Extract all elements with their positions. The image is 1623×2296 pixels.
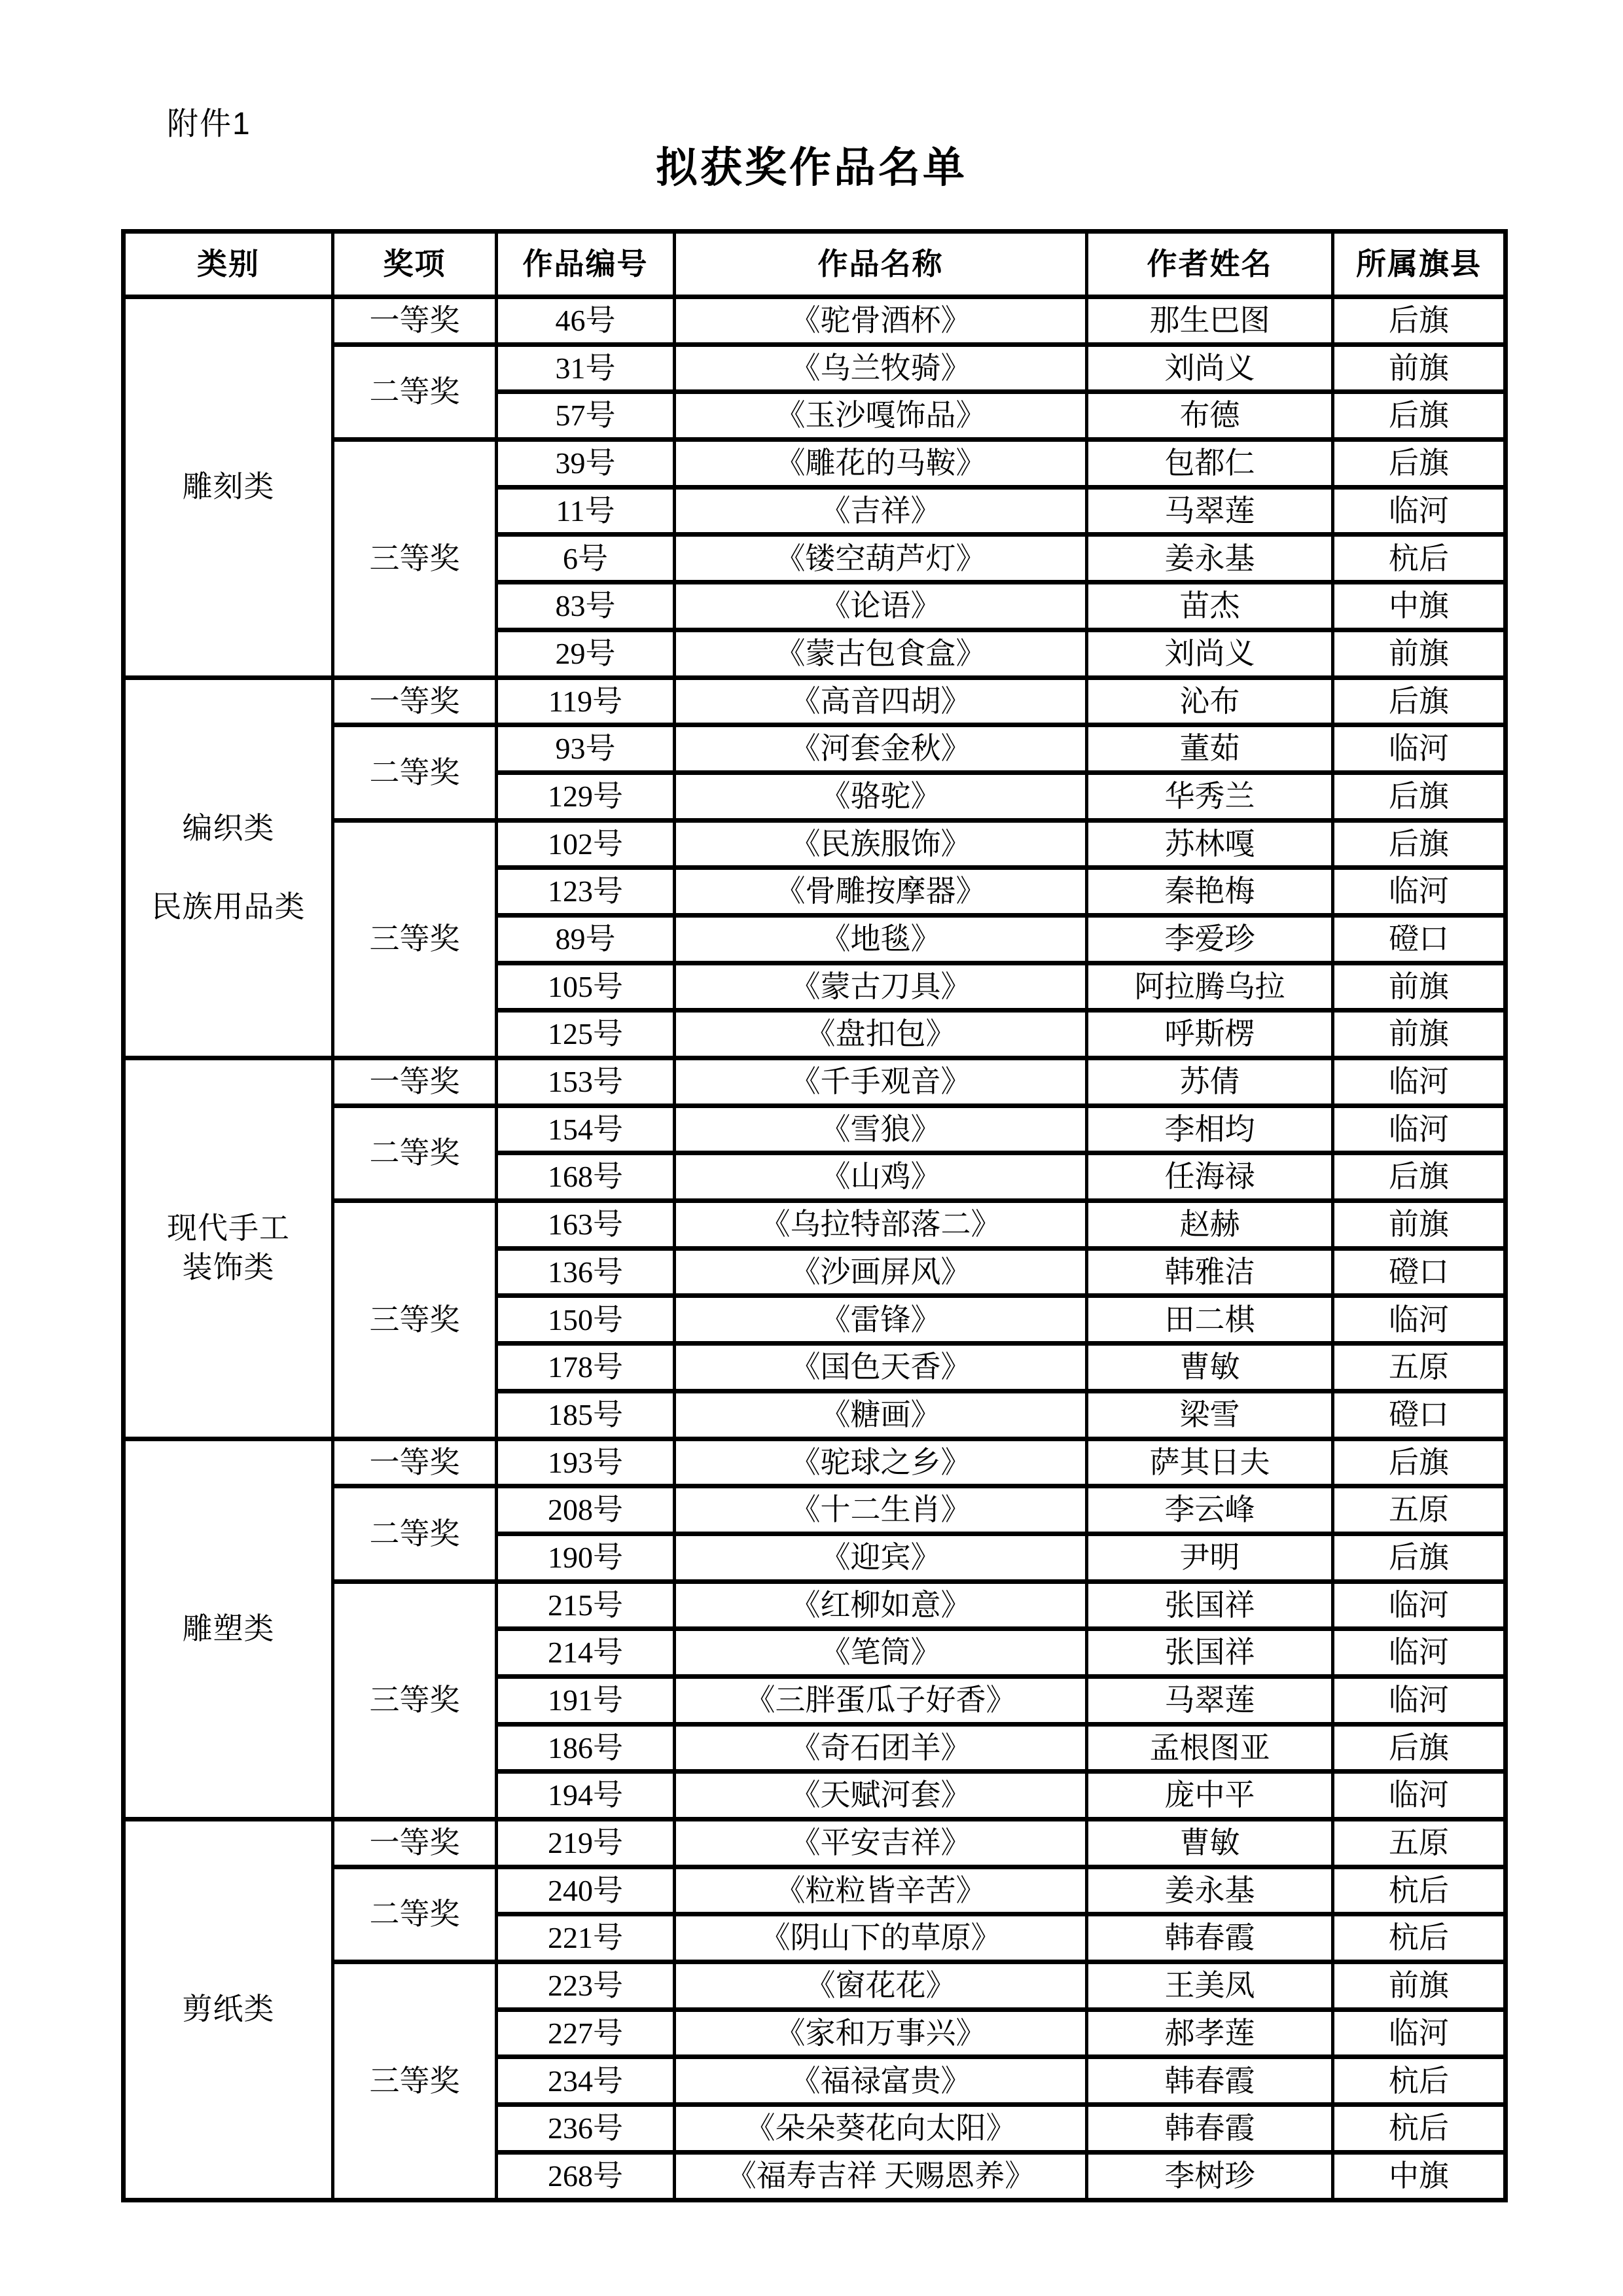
category-cell [124, 1820, 333, 2200]
county-cell: 临河 [1333, 1676, 1506, 1724]
work-number-cell: 240号 [497, 1867, 675, 1914]
work-title-cell: 《河套金秋》 [675, 725, 1087, 773]
author-cell: 孟根图亚 [1087, 1724, 1333, 1772]
author-cell: 李爱珍 [1087, 915, 1333, 963]
work-number-cell: 136号 [497, 1248, 675, 1296]
county-cell: 临河 [1333, 1772, 1506, 1820]
county-cell: 临河 [1333, 725, 1506, 773]
work-title-cell: 《吉祥》 [675, 487, 1087, 535]
category-line: 剪纸类 [182, 1992, 275, 2026]
author-cell: 韩春霞 [1087, 2057, 1333, 2105]
county-cell: 磴口 [1333, 1391, 1506, 1439]
work-title-cell: 《三胖蛋瓜子好香》 [675, 1676, 1087, 1724]
award-cell: 一等奖 [333, 677, 497, 725]
work-title-cell: 《山鸡》 [675, 1153, 1087, 1201]
category-cell [124, 1058, 333, 1439]
county-cell: 前旗 [1333, 344, 1506, 392]
author-cell: 任海禄 [1087, 1153, 1333, 1201]
work-number-cell: 234号 [497, 2057, 675, 2105]
work-number-cell: 129号 [497, 772, 675, 820]
county-cell: 杭后 [1333, 2057, 1506, 2105]
county-cell: 前旗 [1333, 1011, 1506, 1058]
work-number-cell: 31号 [497, 344, 675, 392]
work-title-cell: 《高音四胡》 [675, 677, 1087, 725]
county-cell: 杭后 [1333, 1867, 1506, 1914]
author-cell: 刘尚义 [1087, 344, 1333, 392]
work-title-cell: 《家和万事兴》 [675, 2009, 1087, 2057]
award-cell: 二等奖 [333, 1486, 497, 1581]
col-header-work-title: 作品名称 [675, 232, 1087, 297]
county-cell: 后旗 [1333, 820, 1506, 868]
work-number-cell: 102号 [497, 820, 675, 868]
author-cell: 张国祥 [1087, 1629, 1333, 1677]
author-cell: 田二棋 [1087, 1296, 1333, 1344]
author-cell: 姜永基 [1087, 535, 1333, 583]
county-cell: 前旗 [1333, 963, 1506, 1011]
county-cell: 临河 [1333, 1629, 1506, 1677]
work-number-cell: 150号 [497, 1296, 675, 1344]
author-cell: 包都仁 [1087, 440, 1333, 488]
author-cell: 赵赫 [1087, 1201, 1333, 1249]
county-cell: 前旗 [1333, 630, 1506, 677]
work-title-cell: 《平安吉祥》 [675, 1820, 1087, 1867]
work-number-cell: 89号 [497, 915, 675, 963]
work-title-cell: 《糖画》 [675, 1391, 1087, 1439]
work-number-cell: 268号 [497, 2152, 675, 2200]
header-row [124, 232, 1506, 297]
work-title-cell: 《窗花花》 [675, 1962, 1087, 2010]
work-number-cell: 83号 [497, 583, 675, 630]
work-title-cell: 《沙画屏风》 [675, 1248, 1087, 1296]
county-cell: 前旗 [1333, 1201, 1506, 1249]
work-number-cell: 93号 [497, 725, 675, 773]
awards-table [121, 229, 1508, 2202]
author-cell: 姜永基 [1087, 1867, 1333, 1914]
award-cell: 一等奖 [333, 297, 497, 345]
author-cell: 韩春霞 [1087, 1914, 1333, 1962]
award-cell: 二等奖 [333, 344, 497, 439]
county-cell: 后旗 [1333, 677, 1506, 725]
author-cell: 曹敏 [1087, 1344, 1333, 1391]
work-number-cell: 153号 [497, 1058, 675, 1106]
author-cell: 张国祥 [1087, 1581, 1333, 1629]
category-line: 雕刻类 [182, 470, 275, 504]
work-title-cell: 《粒粒皆辛苦》 [675, 1867, 1087, 1914]
county-cell: 临河 [1333, 1105, 1506, 1153]
county-cell: 中旗 [1333, 583, 1506, 630]
category-line: 现代手工 [167, 1211, 290, 1246]
work-title-cell: 《民族服饰》 [675, 820, 1087, 868]
author-cell: 王美凤 [1087, 1962, 1333, 2010]
author-cell: 苏林嘎 [1087, 820, 1333, 868]
work-number-cell: 154号 [497, 1105, 675, 1153]
work-title-cell: 《阴山下的草原》 [675, 1914, 1087, 1962]
category-line [126, 848, 331, 888]
author-cell: 李树珍 [1087, 2152, 1333, 2200]
work-title-cell: 《朵朵葵花向太阳》 [675, 2105, 1087, 2153]
work-number-cell: 185号 [497, 1391, 675, 1439]
work-title-cell: 《蒙古包食盒》 [675, 630, 1087, 677]
county-cell: 临河 [1333, 1058, 1506, 1106]
county-cell: 杭后 [1333, 1914, 1506, 1962]
work-title-cell: 《地毯》 [675, 915, 1087, 963]
county-cell: 后旗 [1333, 1439, 1506, 1486]
author-cell: 布德 [1087, 392, 1333, 440]
table-row [124, 677, 1506, 725]
work-title-cell: 《镂空葫芦灯》 [675, 535, 1087, 583]
county-cell: 后旗 [1333, 1534, 1506, 1581]
work-title-cell: 《奇石团羊》 [675, 1724, 1087, 1772]
work-title-cell: 《骨雕按摩器》 [675, 868, 1087, 916]
author-cell: 马翠莲 [1087, 1676, 1333, 1724]
category-line: 雕塑类 [182, 1611, 275, 1645]
work-number-cell: 39号 [497, 440, 675, 488]
category-line: 编织类 [182, 812, 275, 846]
table-row [124, 297, 1506, 345]
work-number-cell: 193号 [497, 1439, 675, 1486]
award-cell: 三等奖 [333, 1201, 497, 1439]
author-cell: 阿拉腾乌拉 [1087, 963, 1333, 1011]
county-cell: 后旗 [1333, 392, 1506, 440]
work-title-cell: 《雷锋》 [675, 1296, 1087, 1344]
author-cell: 马翠莲 [1087, 487, 1333, 535]
county-cell: 后旗 [1333, 1724, 1506, 1772]
col-header-award: 奖项 [333, 232, 497, 297]
county-cell: 磴口 [1333, 915, 1506, 963]
award-cell: 三等奖 [333, 1581, 497, 1819]
work-title-cell: 《乌拉特部落二》 [675, 1201, 1087, 1249]
col-header-author: 作者姓名 [1087, 232, 1333, 297]
author-cell: 尹明 [1087, 1534, 1333, 1581]
award-cell: 三等奖 [333, 1962, 497, 2200]
award-cell: 三等奖 [333, 820, 497, 1058]
work-number-cell: 178号 [497, 1344, 675, 1391]
work-number-cell: 186号 [497, 1724, 675, 1772]
author-cell: 郝孝莲 [1087, 2009, 1333, 2057]
attachment-label: 附件1 [167, 107, 251, 141]
awards-table-body [124, 297, 1506, 2200]
work-number-cell: 57号 [497, 392, 675, 440]
work-number-cell: 221号 [497, 1914, 675, 1962]
table-row [124, 1439, 1506, 1486]
work-title-cell: 《福禄富贵》 [675, 2057, 1087, 2105]
county-cell: 临河 [1333, 868, 1506, 916]
county-cell: 磴口 [1333, 1248, 1506, 1296]
work-number-cell: 46号 [497, 297, 675, 345]
work-number-cell: 208号 [497, 1486, 675, 1534]
work-title-cell: 《盘扣包》 [675, 1011, 1087, 1058]
award-cell: 三等奖 [333, 440, 497, 677]
category-cell [124, 1439, 333, 1820]
category-line: 民族用品类 [151, 889, 306, 924]
award-cell: 一等奖 [333, 1058, 497, 1106]
author-cell: 华秀兰 [1087, 772, 1333, 820]
work-number-cell: 105号 [497, 963, 675, 1011]
author-cell: 梁雪 [1087, 1391, 1333, 1439]
author-cell: 庞中平 [1087, 1772, 1333, 1820]
work-number-cell: 119号 [497, 677, 675, 725]
county-cell: 临河 [1333, 1581, 1506, 1629]
work-title-cell: 《驼骨酒杯》 [675, 297, 1087, 345]
county-cell: 前旗 [1333, 1962, 1506, 2010]
work-number-cell: 123号 [497, 868, 675, 916]
col-header-category: 类别 [124, 232, 333, 297]
work-number-cell: 223号 [497, 1962, 675, 2010]
table-row [124, 1058, 1506, 1106]
author-cell: 韩春霞 [1087, 2105, 1333, 2153]
award-cell: 二等奖 [333, 725, 497, 820]
county-cell: 五原 [1333, 1820, 1506, 1867]
county-cell: 杭后 [1333, 535, 1506, 583]
work-number-cell: 168号 [497, 1153, 675, 1201]
county-cell: 五原 [1333, 1486, 1506, 1534]
author-cell: 曹敏 [1087, 1820, 1333, 1867]
work-number-cell: 11号 [497, 487, 675, 535]
work-number-cell: 29号 [497, 630, 675, 677]
work-title-cell: 《蒙古刀具》 [675, 963, 1087, 1011]
author-cell: 苗杰 [1087, 583, 1333, 630]
work-number-cell: 215号 [497, 1581, 675, 1629]
work-number-cell: 214号 [497, 1629, 675, 1677]
work-title-cell: 《十二生肖》 [675, 1486, 1087, 1534]
category-cell [124, 677, 333, 1058]
author-cell: 刘尚义 [1087, 630, 1333, 677]
county-cell: 临河 [1333, 2009, 1506, 2057]
table-row [124, 1820, 1506, 1867]
county-cell: 后旗 [1333, 440, 1506, 488]
col-header-county: 所属旗县 [1333, 232, 1506, 297]
work-number-cell: 190号 [497, 1534, 675, 1581]
work-title-cell: 《福寿吉祥 天赐恩养》 [675, 2152, 1087, 2200]
category-line: 装饰类 [182, 1251, 275, 1285]
work-number-cell: 6号 [497, 535, 675, 583]
work-title-cell: 《红柳如意》 [675, 1581, 1087, 1629]
county-cell: 后旗 [1333, 1153, 1506, 1201]
work-number-cell: 236号 [497, 2105, 675, 2153]
work-number-cell: 125号 [497, 1011, 675, 1058]
page-title: 拟获奖作品名单 [656, 145, 967, 191]
work-number-cell: 191号 [497, 1676, 675, 1724]
work-title-cell: 《千手观音》 [675, 1058, 1087, 1106]
work-number-cell: 194号 [497, 1772, 675, 1820]
author-cell: 苏倩 [1087, 1058, 1333, 1106]
award-cell: 二等奖 [333, 1105, 497, 1200]
county-cell: 临河 [1333, 1296, 1506, 1344]
work-title-cell: 《雪狼》 [675, 1105, 1087, 1153]
category-cell [124, 297, 333, 678]
work-title-cell: 《乌兰牧骑》 [675, 344, 1087, 392]
author-cell: 董茹 [1087, 725, 1333, 773]
work-title-cell: 《迎宾》 [675, 1534, 1087, 1581]
county-cell: 中旗 [1333, 2152, 1506, 2200]
author-cell: 沁布 [1087, 677, 1333, 725]
work-number-cell: 219号 [497, 1820, 675, 1867]
author-cell: 李相均 [1087, 1105, 1333, 1153]
col-header-work-number: 作品编号 [497, 232, 675, 297]
work-number-cell: 227号 [497, 2009, 675, 2057]
work-title-cell: 《论语》 [675, 583, 1087, 630]
work-title-cell: 《笔筒》 [675, 1629, 1087, 1677]
award-cell: 二等奖 [333, 1867, 497, 1962]
author-cell: 李云峰 [1087, 1486, 1333, 1534]
award-cell: 一等奖 [333, 1439, 497, 1486]
county-cell: 临河 [1333, 487, 1506, 535]
work-title-cell: 《骆驼》 [675, 772, 1087, 820]
work-title-cell: 《玉沙嘎饰品》 [675, 392, 1087, 440]
work-title-cell: 《天赋河套》 [675, 1772, 1087, 1820]
award-cell: 一等奖 [333, 1820, 497, 1867]
author-cell: 那生巴图 [1087, 297, 1333, 345]
author-cell: 秦艳梅 [1087, 868, 1333, 916]
work-number-cell: 163号 [497, 1201, 675, 1249]
work-title-cell: 《雕花的马鞍》 [675, 440, 1087, 488]
author-cell: 韩雅洁 [1087, 1248, 1333, 1296]
work-title-cell: 《国色天香》 [675, 1344, 1087, 1391]
work-title-cell: 《驼球之乡》 [675, 1439, 1087, 1486]
awards-table-header [124, 232, 1506, 297]
author-cell: 萨其日夫 [1087, 1439, 1333, 1486]
county-cell: 五原 [1333, 1344, 1506, 1391]
county-cell: 杭后 [1333, 2105, 1506, 2153]
county-cell: 后旗 [1333, 772, 1506, 820]
author-cell: 呼斯楞 [1087, 1011, 1333, 1058]
county-cell: 后旗 [1333, 297, 1506, 345]
